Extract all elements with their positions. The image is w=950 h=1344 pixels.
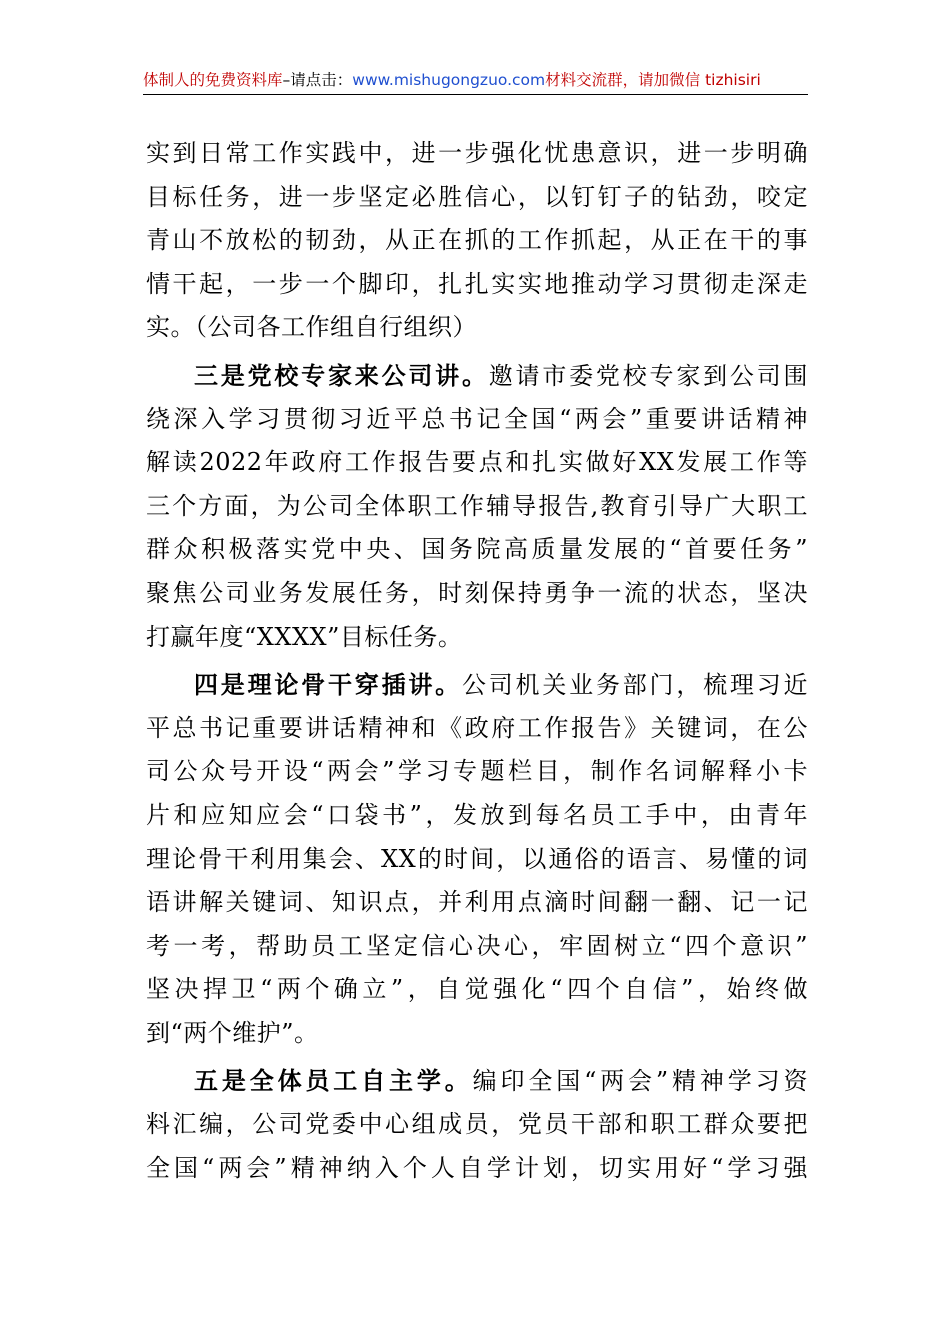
paragraph-heading: 四是理论骨干穿插讲。 [194,670,462,700]
body-line: 料汇编，公司党委中心组成员，党员干部和职工群众要把 [146,1110,808,1139]
paragraph-heading: 五是全体员工自主学。 [194,1066,473,1096]
body-line: 三个方面，为公司全体职工作辅导报告,教育引导广大职工 [146,491,808,520]
body-line: 实。（公司各工作组自行组织） [146,313,477,342]
body-line: 实到日常工作实践中，进一步强化忧患意识，进一步明确 [146,139,808,167]
body-line: 平总书记重要讲话精神和《政府工作报告》关键词，在公 [146,713,808,742]
body-line: 邀请市委党校专家到公司围 [488,361,808,390]
header-link[interactable]: www.mishugongzuo.com [352,71,546,89]
body-line: 目标任务，进一步坚定必胜信心，以钉钉子的钻劲，咬定 [146,182,808,211]
paragraph-first-line [146,663,808,707]
body-line: 编印全国“两会”精神学习资 [472,1067,808,1096]
paragraph-first-line [146,354,808,398]
body-line: 语讲解关键词、知识点，并利用点滴时间翻一翻、记一记 [146,888,808,917]
body-line: 坚决捍卫“两个确立”，自觉强化“四个自信”，始终做 [146,975,808,1004]
body-line: 青山不放松的韧劲，从正在抓的工作抓起，从正在干的事 [146,226,808,255]
body-line: 司公众号开设“两会”学习专题栏目，制作名词解释小卡 [146,757,808,786]
body-line: 到“两个维护”。 [146,1018,319,1047]
body-line: 公司机关业务部门，梳理习近 [461,671,808,700]
header-site-name: 体制人的免费资料库 [143,71,283,89]
body-line: 解读2022年政府工作报告要点和扎实做好XX发展工作等 [146,448,808,477]
paragraph-first-line [146,1059,808,1103]
body-line: 绕深入学习贯彻习近平总书记全国“两会”重要讲话精神 [146,404,808,433]
page-header [143,66,808,95]
body-line: 片和应知应会“口袋书”，发放到每名员工手中，由青年 [146,800,808,829]
body-line: 群众积极落实党中央、国务院高质量发展的“首要任务” [146,535,808,564]
header-contact: 材料交流群，请加微信 tizhisiri [545,71,761,89]
body-line: 考一考，帮助员工坚定信心决心，牢固树立“四个意识” [146,931,808,960]
document-body [146,132,808,1190]
body-line: 全国“两会”精神纳入个人自学计划，切实用好“学习强 [146,1153,808,1182]
body-line: 聚焦公司业务发展任务，时刻保持勇争一流的状态，坚决 [146,578,808,607]
body-line: 情干起，一步一个脚印，扎扎实实地推动学习贯彻走深走 [146,269,808,298]
paragraph-heading: 三是党校专家来公司讲。 [194,360,489,390]
header-prompt: –请点击： [282,71,353,89]
body-line: 理论骨干利用集会、XX的时间，以通俗的语言、易懂的词 [146,844,808,873]
body-line: 打赢年度“XXXX”目标任务。 [146,622,463,651]
